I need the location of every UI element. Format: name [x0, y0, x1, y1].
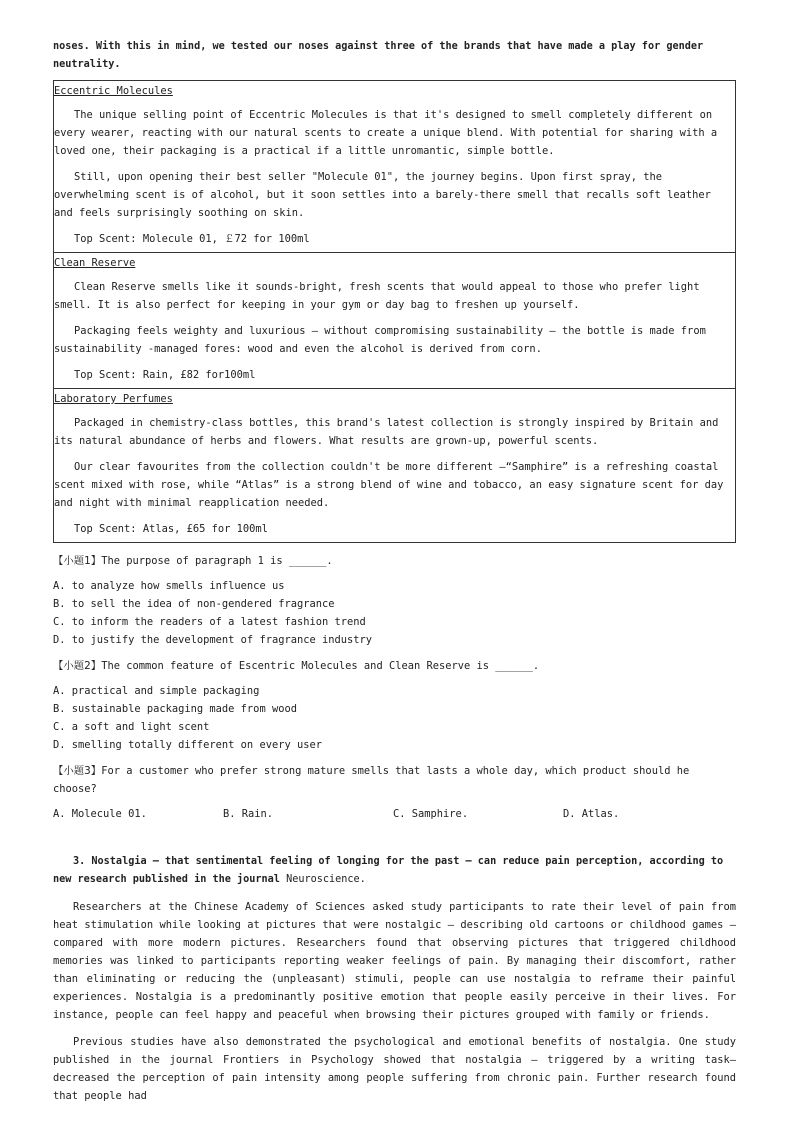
brand-title: Clean Reserve	[54, 257, 136, 269]
question-label: 【小题3】	[53, 765, 102, 777]
passage-paragraph: Researchers at the Chinese Academy of Sciences asked study participants to rate their level of pain from heat stimulation while looking at pictures that were nostalgic — describing old cartoons or childhood games — compared with more modern pictures. Researchers found that observing pictures that triggered childhood memories was linked to participants reporting weaker feelings of pain. By managing their discomfort, rather than eliminating or reducing the (unpleasant) stimuli, people can use nostalgia to reframe their painful experiences. Nostalgia is a predominantly positive emotion that people easily perceive in their lives. For instance, people can feel happy and peaceful when browsing their pictures grouped with family or friends.	[53, 901, 736, 1021]
journal-name: Neuroscience.	[286, 874, 366, 885]
option-c: C. a soft and light scent	[53, 721, 210, 733]
option-c: C. Samphire.	[393, 808, 469, 820]
question-3	[53, 762, 736, 798]
question-3-options	[53, 805, 736, 823]
brand-title: Laboratory Perfumes	[54, 393, 173, 405]
option-d: D. Atlas.	[563, 808, 620, 820]
option-b: B. to sell the idea of non-gendered fragrance	[53, 598, 335, 610]
question-2-options	[53, 682, 736, 754]
passage-3	[53, 853, 736, 1105]
top-scent: Top Scent: Molecule 01, ￡72 for 100ml	[74, 233, 310, 245]
brand-cell-eccentric	[54, 81, 735, 252]
option-d: D. smelling totally different on every user	[53, 739, 322, 751]
brand-paragraph: Our clear favourites from the collection couldn't be more different —“Samphire” is a refreshing coastal scent mixed with rose, while “Atlas” is a strong blend of wine and tobacco, an easy signature scent for day and night with minimal reapplication needed.	[54, 461, 724, 509]
option-c: C. to inform the readers of a latest fashion trend	[53, 616, 366, 628]
brand-cell-clean-reserve	[54, 252, 735, 388]
top-scent: Top Scent: Atlas, £65 for 100ml	[74, 523, 268, 535]
brand-title: Eccentric Molecules	[54, 85, 173, 97]
option-b: B. Rain.	[223, 808, 274, 820]
intro-text: noses. With this in mind, we tested our noses against three of the brands that have made a play for gender neutrality.	[53, 41, 704, 70]
option-a: A. practical and simple packaging	[53, 685, 260, 697]
question-stem: The common feature of Escentric Molecules and Clean Reserve is ______.	[101, 660, 540, 672]
question-label: 【小题1】	[53, 555, 102, 567]
brand-paragraph: Packaging feels weighty and luxurious — without compromising sustainability — the bottle is made from sustainability -managed fores: wood and even the alcohol is derived from corn.	[54, 325, 706, 355]
question-1	[53, 552, 736, 570]
brand-paragraph: Clean Reserve smells like it sounds-bright, fresh scents that would appeal to those who prefer light smell. It is also perfect for keeping in your gym or day bag to freshen up yourself.	[54, 281, 700, 311]
brand-table	[53, 80, 736, 543]
heading-text: 3. Nostalgia — that sentimental feeling of longing for the past — can reduce pain perception, according to new research published in the journal	[53, 856, 724, 885]
question-label: 【小题2】	[53, 660, 102, 672]
question-2	[53, 657, 736, 675]
question-stem: The purpose of paragraph 1 is ______.	[101, 555, 333, 567]
option-a: A. to analyze how smells influence us	[53, 580, 285, 592]
option-a: A. Molecule 01.	[53, 808, 147, 820]
brand-paragraph: Still, upon opening their best seller "Molecule 01", the journey begins. Upon first spray, the overwhelming scent is of alcohol, but it soon settles into a barely-there smell that recalls soft leather and feels surprisingly soothing on skin.	[54, 171, 711, 219]
question-1-options	[53, 577, 736, 649]
brand-paragraph: The unique selling point of Eccentric Molecules is that it's designed to smell completely different on every wearer, reacting with our natural scents to create a unique blend. With potential for sharing with a loved one, their packaging is a practical if a little unromantic, simple bottle.	[54, 109, 718, 157]
passage-heading	[53, 853, 736, 889]
brand-cell-laboratory	[54, 388, 735, 542]
top-scent: Top Scent: Rain, £82 for100ml	[74, 369, 256, 381]
option-b: B. sustainable packaging made from wood	[53, 703, 297, 715]
question-stem: For a customer who prefer strong mature smells that lasts a whole day, which product should he choose?	[53, 765, 690, 795]
brand-paragraph: Packaged in chemistry-class bottles, this brand's latest collection is strongly inspired by Britain and its natural abundance of herbs and flowers. What results are grown-up, powerful scents.	[54, 417, 719, 447]
document-page	[53, 38, 736, 1105]
passage-paragraph: Previous studies have also demonstrated the psychological and emotional benefits of nostalgia. One study published in the journal Frontiers in Psychology showed that nostalgia — triggered by a writing task— decreased the perception of pain intensity among people suffering from chronic pain. Further research found that people had	[53, 1036, 736, 1102]
option-d: D. to justify the development of fragrance industry	[53, 634, 373, 646]
